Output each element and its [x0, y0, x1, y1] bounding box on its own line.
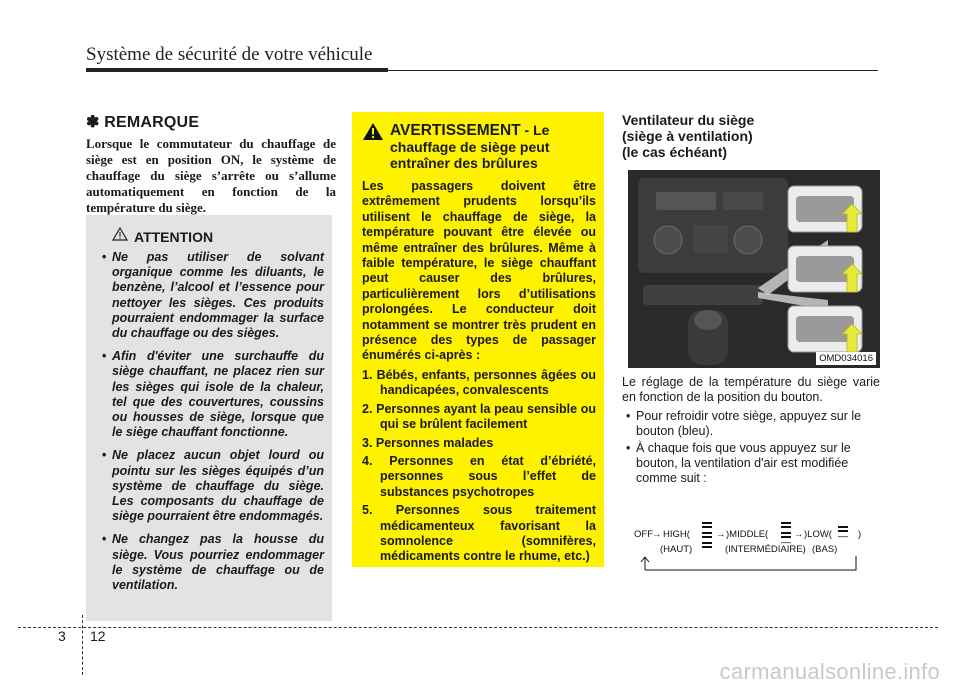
note-section: [86, 112, 336, 216]
warning-title: [390, 122, 596, 171]
ventilation-title-2: (siège à ventilation): [622, 128, 753, 144]
sequence-svg: [630, 514, 880, 574]
page-header-title: Système de sécurité de votre véhicule: [86, 44, 373, 65]
seq-arrow-2: →: [716, 529, 726, 540]
seq-return-arrow: [641, 556, 856, 570]
warning-box: [352, 112, 604, 567]
section-number: 3: [58, 628, 66, 644]
seq-low: )LOW(: [804, 529, 832, 540]
seq-end: ): [858, 529, 862, 540]
warning-title-rest: - Le chauffage de siège peut entraîner des brûlures: [390, 122, 550, 171]
seq-arrow-1: →: [652, 529, 662, 540]
attention-item: • Ne placez aucun objet lourd ou pointu sur les sièges équipés d’un système de chauffage du siège. Les composants du chauffage de siège pourraient être endommagés.: [96, 448, 324, 524]
high-level-icon: [702, 522, 712, 548]
header-rule-thick: [86, 68, 388, 72]
warning-item: 1. Bébés, enfants, personnes âgées ou handicapées, convalescents: [362, 367, 596, 398]
attention-box: [86, 215, 332, 621]
ventilation-sequence-diagram: [630, 514, 880, 574]
seq-inter: (INTERMÉDIAIRE): [725, 544, 806, 555]
warning-item: 2. Personnes ayant la peau sensible ou qui se brûlent facilement: [362, 401, 596, 432]
ventilation-title-3: (le cas échéant): [622, 144, 728, 160]
seq-arrow-3: →: [794, 529, 804, 540]
footer-dashed-divider: [82, 615, 83, 675]
ventilation-title-1: Ventilateur du siège: [622, 112, 755, 128]
seq-haut: (HAUT): [660, 544, 693, 555]
warning-item: 5. Personnes sous traitement médicamenteux favorisant la somnolence (somnifères, médicaments contre le rhume, etc.): [362, 503, 596, 564]
footer-dashed-rule: [18, 627, 938, 628]
seq-middle: )MIDDLE(: [726, 529, 769, 540]
warning-item: 3. Personnes malades: [362, 435, 494, 450]
ventilation-description: Le réglage de la température du siège varie en fonction de la position du bouton.: [622, 375, 880, 404]
attention-item: • Afin d'éviter une surchauffe du siège chauffant, ne placez rien sur les sièges qui isole de la chaleur, tel que des couvertures, coussins ou housses de siège, lorsque que le siège chauffant fonctionne.: [96, 349, 324, 440]
attention-item: • Ne changez pas la housse du siège. Vous pourriez endommager le système de chauffage ou de ventilation.: [96, 532, 324, 593]
middle-level-icon: [781, 522, 791, 543]
header-rule-thin: [388, 70, 878, 71]
seq-high: HIGH(: [663, 529, 690, 540]
low-level-icon: [838, 526, 848, 537]
note-text: Lorsque le commutateur du chauffage de siège est en position ON, le système de chauffage du siège s’arrête ou s’allume automatiquement en fonction de la température du siège.: [86, 136, 336, 215]
ventilation-body: [622, 375, 880, 488]
caution-triangle-icon: [112, 227, 128, 246]
seq-bas: (BAS): [812, 544, 838, 555]
page-number: 12: [90, 628, 106, 644]
console-illustration: [628, 170, 880, 368]
warning-title-main: AVERTISSEMENT: [390, 122, 521, 139]
photo-caption: OMD034016: [816, 352, 876, 365]
warning-item: 4. Personnes en état d’ébriété, personnes sous l’effet de substances psychotropes: [362, 453, 596, 499]
attention-title: ATTENTION: [134, 228, 214, 245]
seq-off: OFF: [634, 529, 653, 540]
warning-triangle-icon: [362, 122, 384, 146]
note-heading: ✽ REMARQUE: [86, 114, 200, 131]
watermark: carmanualsonline.info: [719, 659, 940, 684]
ventilation-bullet: • À chaque fois que vous appuyez sur le bouton, la ventilation d'air est modifiée comme suit :: [622, 441, 880, 486]
attention-item: • Ne pas utiliser de solvant organique comme les diluants, le benzène, l’alcool et l’essence pour nettoyer les sièges. Ces produits pourraient endommager la surface du chauffage ou des sièges.: [96, 250, 324, 341]
ventilation-bullet: • Pour refroidir votre siège, appuyez sur le bouton (bleu).: [622, 409, 880, 439]
ventilation-section: [622, 112, 880, 160]
warning-intro: Les passagers doivent être extrêmement prudents lorsqu’ils utilisent le chauffage de siège, la température pouvant être élevée ou même entraîner des brûlures. Même à faible température, le siège chauffant peut causer des brûlures, particulièrement lors d’utilisations prolongées. Le conducteur doit notamment se montrer très prudent en présence des types de passager énumérés ci-après :: [362, 179, 596, 363]
seat-ventilation-photo: [628, 170, 880, 368]
